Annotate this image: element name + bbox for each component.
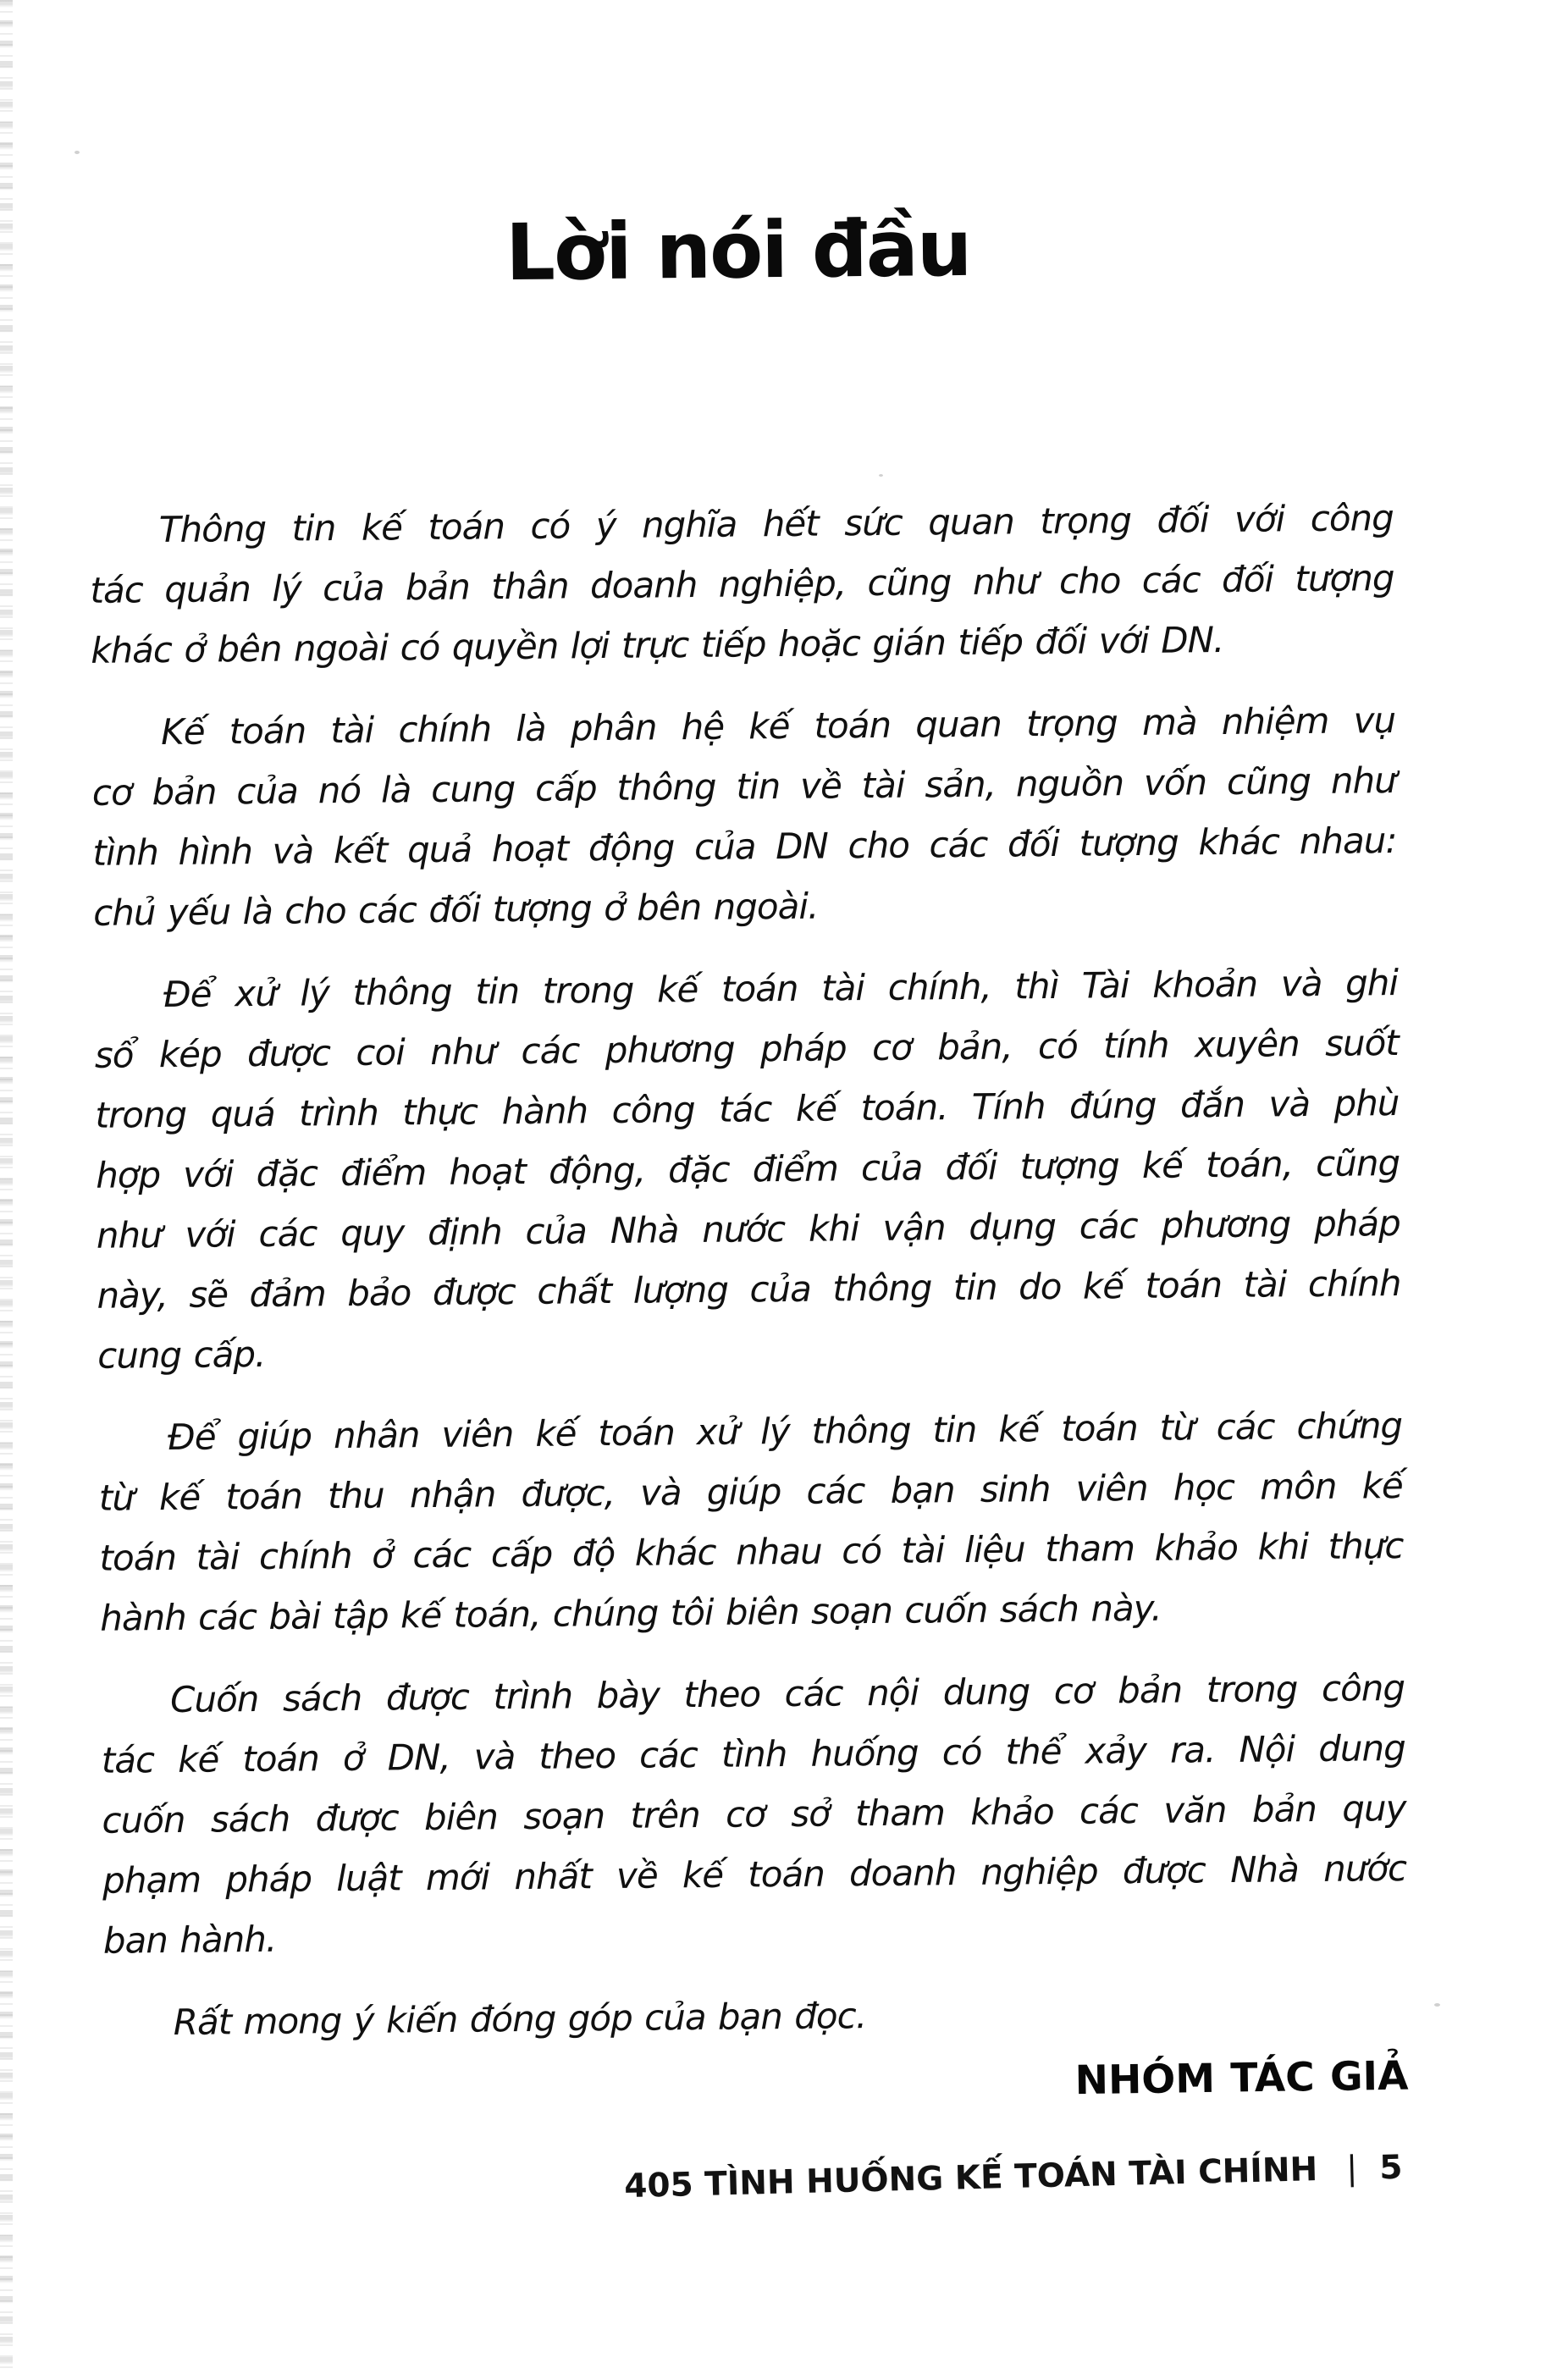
paragraphs-container — [90, 488, 1408, 1971]
text-line: sổ kép được coi như các phương pháp cơ bản, có tính xuyên suốt — [94, 1022, 1399, 1076]
text-line: toán tài chính ở các cấp độ khác nhau có tài liệu tham khảo khi thực — [99, 1525, 1404, 1579]
text-line: này, sẽ đảm bảo được chất lượng của thông tin do kế toán tài chính — [97, 1262, 1401, 1317]
text-line: cơ bản của nó là cung cấp thông tin về tài sản, nguồn vốn cũng như — [91, 759, 1397, 814]
footer-separator: | — [1345, 2149, 1358, 2189]
footer-page-number: 5 — [1378, 2148, 1403, 2188]
paragraph — [90, 488, 1395, 681]
text-line: như với các quy định của Nhà nước khi vận dụng các phương pháp — [96, 1202, 1401, 1256]
footer-book-title: 405 TÌNH HUỐNG KẾ TOÁN TÀI CHÍNH — [623, 2150, 1318, 2206]
text-line: hợp với đặc điểm hoạt động, đặc điểm của đối tượng kế toán, cũng — [95, 1142, 1400, 1196]
text-line: tác quản lý của bản thân doanh nghiệp, cũng như cho các đối tượng — [90, 557, 1394, 611]
text-line: khác ở bên ngoài có quyền lợi trực tiếp hoặc gián tiếp đối với DN. — [90, 618, 1224, 671]
text-line: cuốn sách được biên soạn trên cơ sở tham khảo các văn bản quy — [102, 1786, 1406, 1841]
paragraph — [98, 1395, 1405, 1648]
paragraph — [94, 952, 1402, 1386]
text-line: hành các bài tập kế toán, chúng tôi biên soạn cuốn sách này. — [99, 1587, 1162, 1639]
text-line: chủ yếu là cho các đối tượng ở bên ngoài. — [92, 885, 819, 934]
text-line: cung cấp. — [97, 1333, 266, 1377]
closing-line: Rất mong ý kiến đóng góp của bạn đọc. — [173, 1995, 867, 2043]
text-line: Kế toán tài chính là phân hệ kế toán quan trọng mà nhiệm vụ — [160, 699, 1396, 754]
text-line: Cuốn sách được trình bày theo các nội dung cơ bản trong công — [169, 1666, 1405, 1720]
author-signature: NHÓM TÁC GIẢ — [1074, 2052, 1409, 2105]
paragraph — [91, 690, 1398, 943]
text-line: phạm pháp luật mới nhất về kế toán doanh nghiệp được Nhà nước — [102, 1847, 1407, 1902]
page-title: Lời nói đầu — [505, 202, 971, 299]
text-line: từ kế toán thu nhận được, và giúp các bạn sinh viên học môn kế — [98, 1465, 1403, 1519]
paragraph — [101, 1658, 1407, 1971]
page-footer — [105, 2149, 1403, 2218]
text-line: trong quá trình thực hành công tác kế toán. Tính đúng đắn và phù — [95, 1082, 1400, 1136]
text-line: Thông tin kế toán có ý nghĩa hết sức quan trọng đối với công — [158, 497, 1394, 551]
text-line: Để giúp nhân viên kế toán xử lý thông tin kế toán từ các chứng — [167, 1405, 1403, 1459]
text-line: Để xử lý thông tin trong kế toán tài chính, thì Tài khoản và ghi — [163, 962, 1399, 1016]
text-line: ban hành. — [102, 1918, 277, 1962]
text-line: tác kế toán ở DN, và theo các tình huống có thể xảy ra. Nội dung — [101, 1726, 1405, 1781]
text-line: tình hình và kết quả hoạt động của DN cho các đối tượng khác nhau: — [92, 820, 1397, 874]
preface-body — [90, 488, 1409, 2122]
